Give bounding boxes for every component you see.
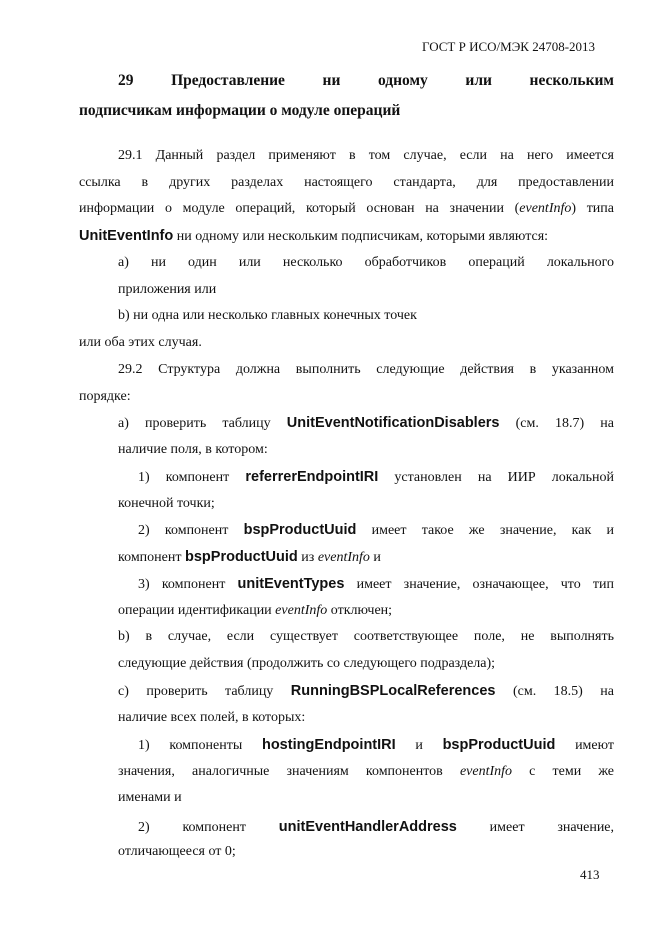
list-item-a-line: а) ни один или несколько обработчиков операций локального: [118, 255, 614, 270]
text-run: имеют: [575, 738, 615, 753]
code-term: bspProductUuid: [442, 737, 556, 753]
text-run: и: [369, 550, 381, 565]
text-run: операции идентификации: [118, 603, 276, 618]
italic-term: eventInfo: [317, 550, 370, 565]
text-run: установлен на ИИР локальной: [394, 470, 615, 485]
italic-term: eventInfo: [519, 201, 572, 216]
text-run: 1) компонент: [138, 470, 230, 485]
italic-term: eventInfo: [459, 764, 513, 779]
italic-term: eventInfo: [275, 603, 328, 618]
step-a-line: [118, 414, 614, 433]
text-run: компонент: [118, 550, 185, 565]
step-c2-line: отличающееся от 0;: [118, 844, 236, 859]
step-a-line: наличие поля, в котором:: [118, 442, 268, 457]
code-term: referrerEndpointIRI: [245, 469, 379, 485]
step-c1-line: [118, 763, 614, 781]
text-run: значения, аналогичные значениям компонентов: [118, 764, 443, 779]
step-c2-line: [138, 818, 614, 837]
paragraph-29-1-line: [79, 227, 548, 246]
text-run: с теми же: [529, 764, 615, 779]
text-run: ни одному или нескольким подписчикам, которыми являются:: [173, 229, 549, 244]
text-run: из: [297, 550, 318, 565]
text-run: 3) компонент: [138, 577, 226, 592]
code-term: RunningBSPLocalReferences: [290, 683, 496, 699]
step-b-line: следующие действия (продолжить со следующего подраздела);: [118, 656, 496, 671]
list-item-b-line: b) ни одна или несколько главных конечных точек: [118, 308, 417, 323]
text-run: информации о модуле операций, который основан на значении (: [79, 201, 520, 216]
step-a2-line: [138, 521, 614, 540]
code-term: UnitEventInfo: [79, 228, 174, 244]
step-c-line: [118, 682, 614, 701]
text-run: 2) компонент: [138, 523, 229, 538]
section-title-line-2: подписчикам информации о модуле операций: [79, 102, 401, 119]
section-title-word: Предоставление: [171, 72, 285, 89]
section-title-word: одному: [377, 72, 428, 89]
section-title-word: ни: [322, 72, 341, 89]
step-c-line: наличие всех полей, в которых:: [118, 710, 306, 725]
code-term: unitEventHandlerAddress: [278, 819, 457, 835]
text-run: имеет такое же значение, как и: [371, 523, 614, 538]
paragraph-29-1-line: [79, 200, 614, 218]
step-b-line: b) в случае, если существует соответствующее поле, не выполнять: [118, 629, 614, 644]
list-item-a-line: приложения или: [118, 282, 217, 297]
step-a1-line: [138, 468, 614, 487]
section-title-word: нескольким: [529, 72, 614, 89]
text-run: а) проверить таблицу: [118, 416, 271, 431]
paragraph-29-1-line: ссылка в других разделах настоящего стандарта, для предоставлении: [79, 175, 614, 190]
step-c1-line: именами и: [118, 790, 182, 805]
step-c1-line: [138, 736, 614, 755]
text-run: (см. 18.5) на: [512, 684, 615, 699]
text-run: 1) компоненты: [138, 738, 243, 753]
step-a3-line: [138, 575, 614, 594]
text-run: значение,: [557, 820, 615, 835]
paragraph-29-2-line: 29.2 Структура должна выполнить следующие действия в указанном: [118, 362, 614, 377]
paragraph-29-1-line: 29.1 Данный раздел применяют в том случае, если на него имеется: [118, 148, 614, 163]
paragraph-29-2-line: порядке:: [79, 389, 131, 404]
section-title-word: или: [465, 72, 492, 89]
step-a1-line: конечной точки;: [118, 496, 215, 511]
code-term: unitEventTypes: [237, 576, 345, 592]
page-number: 413: [580, 867, 600, 882]
text-run: ) типа: [571, 201, 615, 216]
code-term: hostingEndpointIRI: [261, 737, 396, 753]
step-a2-line: [118, 548, 381, 567]
section-number: 29: [118, 72, 134, 89]
code-term: bspProductUuid: [243, 522, 357, 538]
text-run: с) проверить таблицу: [118, 684, 274, 699]
step-a3-line: [118, 602, 392, 620]
text-run: (см. 18.7) на: [515, 416, 615, 431]
text-run: отключен;: [327, 603, 393, 618]
text-run: имеет: [489, 820, 525, 835]
section-heading: [118, 72, 614, 90]
text-run: имеет значение, означающее, что тип: [356, 577, 615, 592]
code-term: bspProductUuid: [185, 549, 298, 565]
text-run: и: [415, 738, 423, 753]
running-header: ГОСТ Р ИСО/МЭК 24708-2013: [422, 39, 596, 54]
code-term: UnitEventNotificationDisablers: [286, 415, 500, 431]
text-run: 2) компонент: [138, 820, 246, 835]
paragraph-29-1-end: или оба этих случая.: [79, 335, 202, 350]
